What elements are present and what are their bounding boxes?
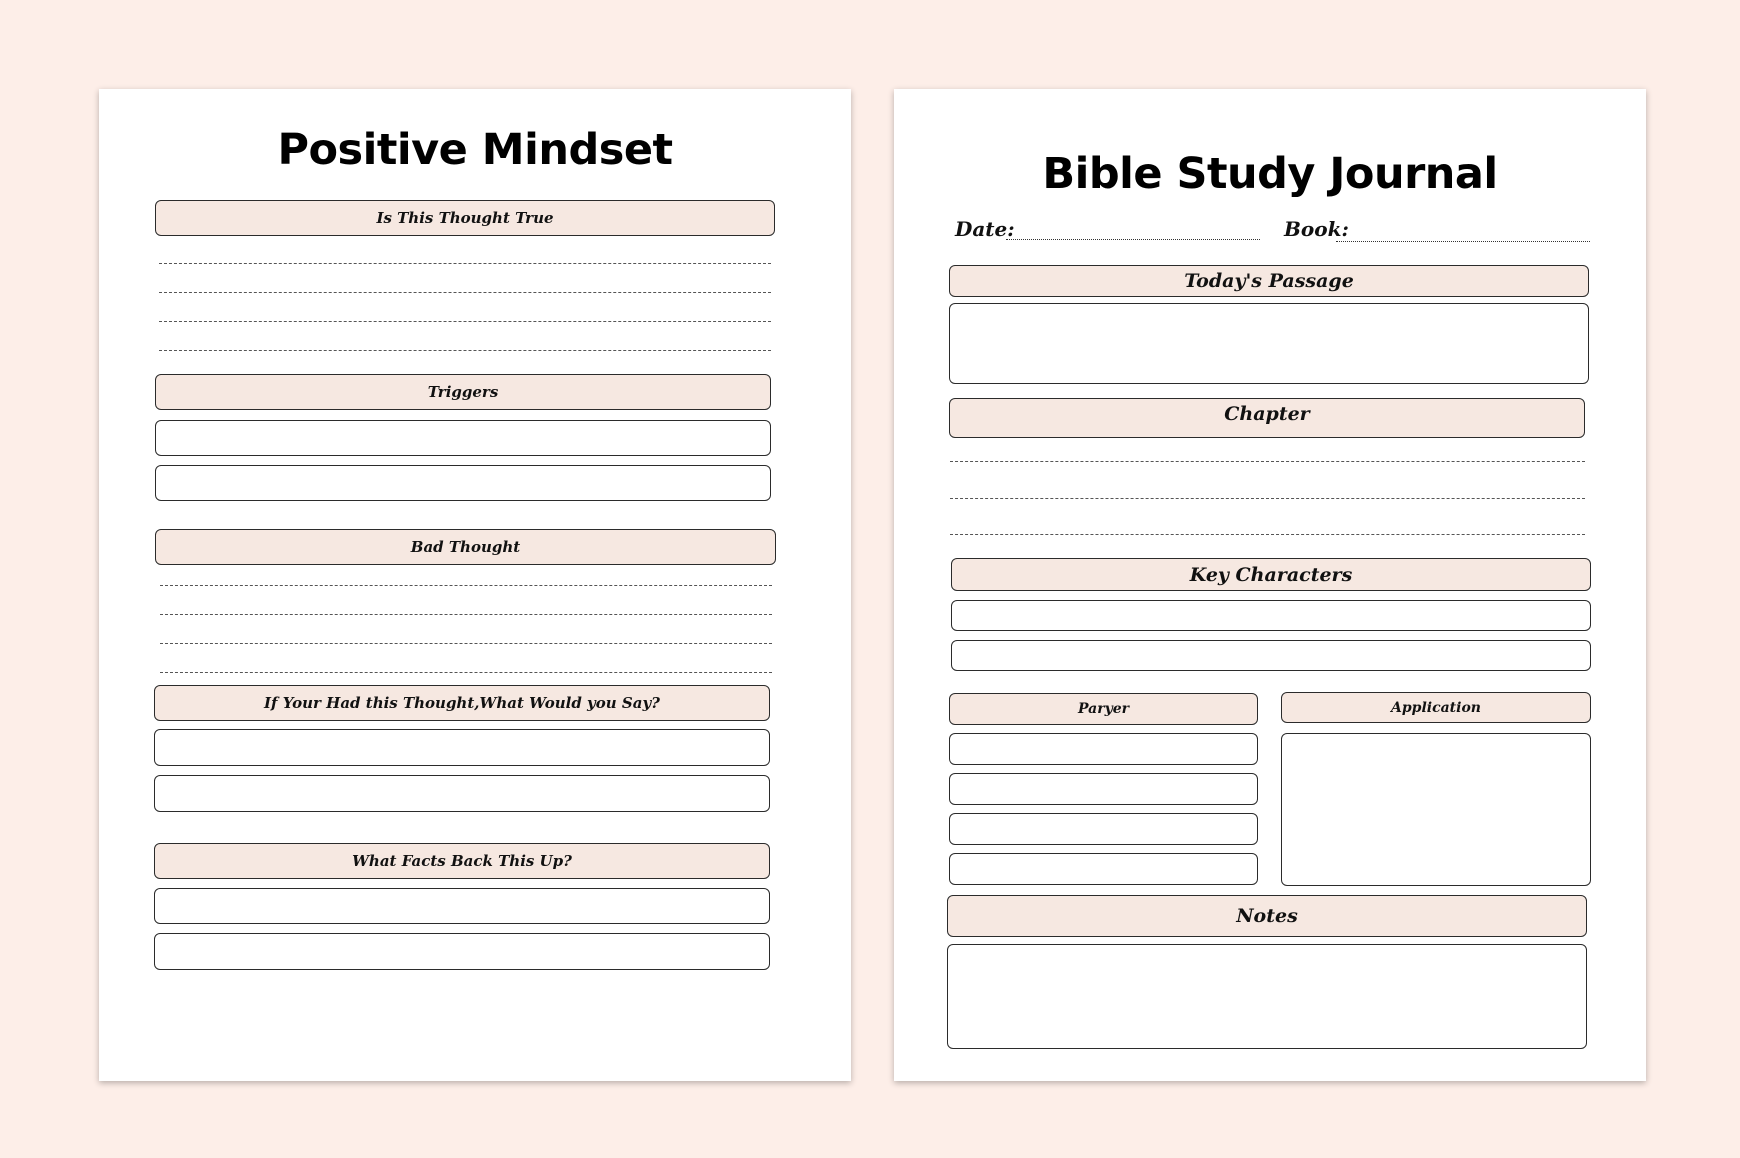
writing-line[interactable]: [160, 643, 772, 644]
triggers-field-2[interactable]: [155, 465, 771, 501]
characters-field-1[interactable]: [951, 600, 1591, 631]
characters-field-2[interactable]: [951, 640, 1591, 671]
facts-field-1[interactable]: [154, 888, 770, 924]
prayer-field-2[interactable]: [949, 773, 1258, 805]
what-say-field-1[interactable]: [154, 729, 770, 766]
positive-mindset-page: [99, 89, 851, 1081]
passage-field[interactable]: [949, 303, 1589, 384]
what-say-field-2[interactable]: [154, 775, 770, 812]
triggers-field-1[interactable]: [155, 420, 771, 456]
section-header-characters: Key Characters: [951, 558, 1591, 591]
prayer-field-3[interactable]: [949, 813, 1258, 845]
section-header-bad-thought: Bad Thought: [155, 529, 776, 565]
page-title: Positive Mindset: [277, 125, 673, 175]
section-header-passage: Today's Passage: [949, 265, 1589, 297]
section-header-facts: What Facts Back This Up?: [154, 843, 770, 879]
section-header-notes: Notes: [947, 895, 1587, 937]
book-label: Book:: [1284, 217, 1349, 241]
writing-line[interactable]: [160, 585, 772, 586]
section-header-what-say: If Your Had this Thought,What Would you Say?: [154, 685, 770, 721]
application-field[interactable]: [1281, 733, 1591, 886]
date-label: Date:: [955, 217, 1015, 241]
page-title: Bible Study Journal: [1042, 149, 1498, 199]
writing-line[interactable]: [160, 614, 772, 615]
writing-line[interactable]: [950, 461, 1585, 462]
writing-line[interactable]: [160, 672, 772, 673]
writing-line[interactable]: [159, 350, 771, 351]
date-field[interactable]: [1006, 239, 1260, 240]
writing-line[interactable]: [159, 292, 771, 293]
writing-line[interactable]: [950, 498, 1585, 499]
prayer-field-4[interactable]: [949, 853, 1258, 885]
section-header-thought-true: Is This Thought True: [155, 200, 775, 236]
writing-line[interactable]: [159, 321, 771, 322]
prayer-field-1[interactable]: [949, 733, 1258, 765]
bible-study-journal-page: [894, 89, 1646, 1081]
section-header-triggers: Triggers: [155, 374, 771, 410]
facts-field-2[interactable]: [154, 933, 770, 970]
notes-field[interactable]: [947, 944, 1587, 1049]
section-header-application: Application: [1281, 692, 1591, 723]
writing-line[interactable]: [950, 534, 1585, 535]
book-field[interactable]: [1336, 241, 1590, 242]
writing-line[interactable]: [159, 263, 771, 264]
section-header-prayer: Paryer: [949, 693, 1258, 725]
section-header-chapter: Chapter: [949, 398, 1585, 438]
